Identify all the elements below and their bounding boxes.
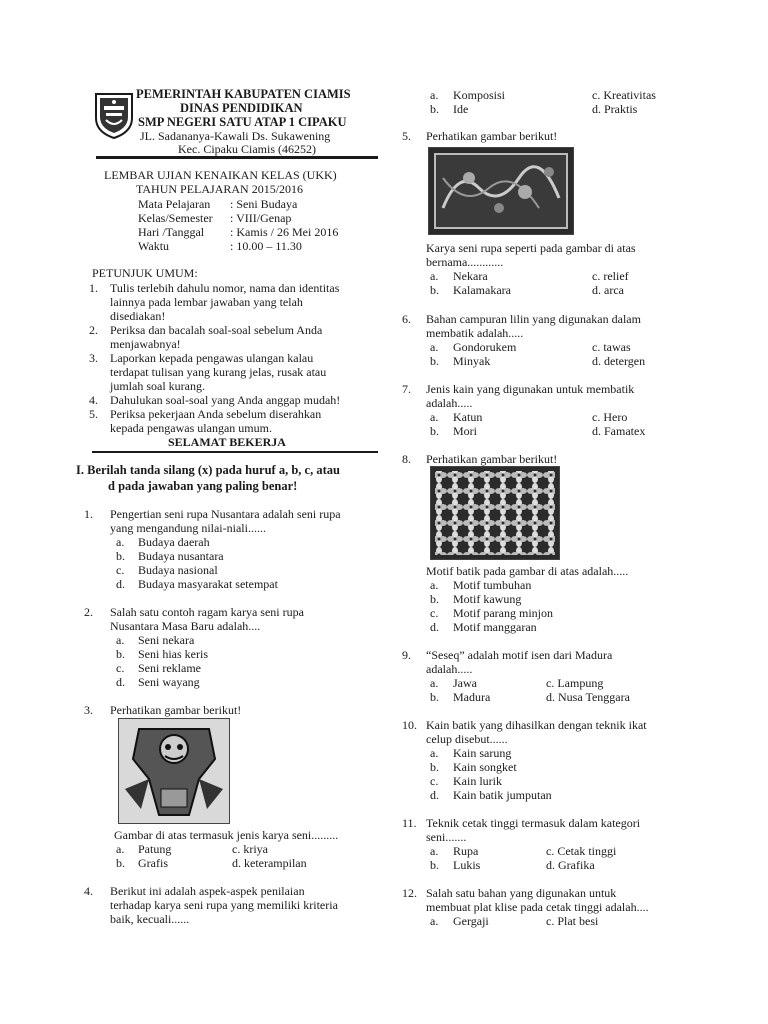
section-instruction-line-2: d pada jawaban yang paling benar! [108,479,298,493]
q5-image-relief [428,147,574,235]
instructions-divider [92,451,378,453]
q3-option-c[interactable]: c. kriya [232,842,268,856]
q10-option-c[interactable]: Kain lurik [453,774,502,788]
instruction-5-line-1: Periksa pekerjaan Anda sebelum diserahkan [110,407,322,421]
q3-text-line-1: Perhatikan gambar berikut! [110,703,242,717]
q7-option-a-letter: a. [430,410,439,424]
q10-option-b-letter: b. [430,760,439,774]
q3-caption: Gambar di atas termasuk jenis karya seni......... [114,828,339,842]
q9-number: 9. [402,648,411,662]
q2-option-d[interactable]: Seni wayang [138,675,200,689]
q6-number: 6. [402,312,411,326]
q12-text-line-1: Salah satu bahan yang digunakan untuk [426,886,617,900]
closing-text: SELAMAT BEKERJA [168,435,286,449]
q6-option-c[interactable]: c. tawas [592,340,631,354]
q12-text-line-2: membuat plat klise pada cetak tinggi adalah.... [426,900,649,914]
gov-title: PEMERINTAH KABUPATEN CIAMIS [136,87,351,101]
q5-caption-line-1: Karya seni rupa seperti pada gambar di atas [426,241,636,255]
q11-option-d[interactable]: d. Grafika [546,858,595,872]
q6-option-d[interactable]: d. detergen [592,354,646,368]
q2-option-a[interactable]: Seni nekara [138,633,195,647]
q11-text-line-1: Teknik cetak tinggi termasuk dalam kategori [426,816,641,830]
q12-option-c[interactable]: c. Plat besi [546,914,599,928]
info-value-class: : VIII/Genap [230,211,292,225]
section-instruction-line-1: I. Berilah tanda silang (x) pada huruf a, b, c, atau [76,463,340,477]
instruction-1-line-3: disediakan! [110,309,166,323]
q1-text-line-2: yang mengandung nilai-niali...... [110,521,266,535]
instruction-1-line-2: lainnya pada lembar jawaban yang telah [110,295,303,309]
instruction-3-line-2: terdapat tulisan yang kurang jelas, rusak atau [110,365,327,379]
q5-option-c[interactable]: c. relief [592,269,629,283]
q6-text-line-2: membatik adalah..... [426,326,524,340]
q4-option-d[interactable]: d. Praktis [592,102,638,116]
info-value-date: : Kamis / 26 Mei 2016 [230,225,339,239]
address-line-2: Kec. Cipaku Ciamis (46252) [178,142,316,156]
q2-option-b-letter: b. [116,647,125,661]
instruction-num-3: 3. [89,351,98,365]
q11-number: 11. [402,816,417,830]
q2-option-a-letter: a. [116,633,125,647]
instruction-3-line-1: Laporkan kepada pengawas ulangan kalau [110,351,314,365]
q1-option-a[interactable]: Budaya daerah [138,535,210,549]
q7-option-a[interactable]: Katun [453,410,483,424]
school-title: SMP NEGERI SATU ATAP 1 CIPAKU [138,115,347,129]
q1-option-c-letter: c. [116,563,125,577]
instruction-num-4: 4. [89,393,98,407]
batik-pattern-icon [431,467,559,559]
q12-option-a-letter: a. [430,914,439,928]
q12-number: 12. [402,886,417,900]
q11-option-c[interactable]: c. Cetak tinggi [546,844,617,858]
q10-option-d[interactable]: Kain batik jumputan [453,788,552,802]
q2-text-line-2: Nusantara Masa Baru adalah.... [110,619,261,633]
q8-option-a[interactable]: Motif tumbuhan [453,578,532,592]
dept-title: DINAS PENDIDIKAN [180,101,303,115]
q5-number: 5. [402,129,411,143]
q11-option-b-letter: b. [430,858,439,872]
q8-option-b-letter: b. [430,592,439,606]
q10-option-a-letter: a. [430,746,439,760]
q4-text-line-1: Berikut ini adalah aspek-aspek penilaian [110,884,305,898]
school-logo [92,88,136,140]
q4-text-line-3: baik, kecuali...... [110,912,190,926]
q7-option-c[interactable]: c. Hero [592,410,628,424]
q7-option-b-letter: b. [430,424,439,438]
address-line-1: JL. Sadananya-Kawali Ds. Sukawening [140,129,331,143]
instruction-4-line-1: Dahulukan soal-soal yang Anda anggap mudah! [110,393,341,407]
q8-option-d[interactable]: Motif manggaran [453,620,537,634]
instruction-3-line-3: jumlah soal kurang. [110,379,205,393]
mask-ornament-icon [119,719,229,823]
q3-option-a[interactable]: Patung [138,842,172,856]
q1-option-d-letter: d. [116,577,125,591]
carved-panel-icon [429,148,573,234]
q9-option-a-letter: a. [430,676,439,690]
q7-option-b[interactable]: Mori [453,424,477,438]
q9-text-line-1: “Seseq” adalah motif isen dari Madura [426,648,613,662]
info-label-subject: Mata Pelajaran [138,197,211,211]
q3-option-b-letter: b. [116,856,125,870]
q10-option-a[interactable]: Kain sarung [453,746,512,760]
q7-option-d[interactable]: d. Famatex [592,424,646,438]
instruction-num-1: 1. [89,281,98,295]
q11-option-a[interactable]: Rupa [453,844,479,858]
q2-number: 2. [84,605,93,619]
q11-option-b[interactable]: Lukis [453,858,481,872]
q9-option-b-letter: b. [430,690,439,704]
q3-number: 3. [84,703,93,717]
q7-number: 7. [402,382,411,396]
exam-title: LEMBAR UJIAN KENAIKAN KELAS (UKK) [104,168,337,182]
q6-option-a[interactable]: Gondorukem [453,340,517,354]
q4-option-c[interactable]: c. Kreativitas [592,88,656,102]
q2-option-c-letter: c. [116,661,125,675]
q1-option-b-letter: b. [116,549,125,563]
crest-icon [92,88,136,140]
q4-option-b-letter: b. [430,102,439,116]
q5-option-a[interactable]: Nekara [453,269,488,283]
q9-option-b[interactable]: Madura [453,690,491,704]
q11-option-a-letter: a. [430,844,439,858]
q5-text-line-1: Perhatikan gambar berikut! [426,129,558,143]
q9-option-a[interactable]: Jawa [453,676,477,690]
q4-option-b[interactable]: Ide [453,102,469,116]
instruction-num-2: 2. [89,323,98,337]
instruction-1-line-1: Tulis terlebih dahulu nomor, nama dan identitas [110,281,340,295]
q10-option-c-letter: c. [430,774,439,788]
q10-text-line-1: Kain batik yang dihasilkan dengan teknik ikat [426,718,647,732]
q10-option-b[interactable]: Kain songket [453,760,517,774]
q3-image-kalamakara [118,718,230,824]
q10-option-d-letter: d. [430,788,439,802]
q1-option-c[interactable]: Budaya nasional [138,563,218,577]
q8-image-batik [430,466,560,560]
q1-number: 1. [84,507,93,521]
q8-caption: Motif batik pada gambar di atas adalah..... [426,564,629,578]
q8-number: 8. [402,452,411,466]
q5-option-a-letter: a. [430,269,439,283]
q9-option-c[interactable]: c. Lampung [546,676,604,690]
q5-option-d[interactable]: d. arca [592,283,624,297]
q9-option-d[interactable]: d. Nusa Tenggara [546,690,630,704]
q2-text-line-1: Salah satu contoh ragam karya seni rupa [110,605,304,619]
q10-number: 10. [402,718,417,732]
q1-option-d[interactable]: Budaya masyarakat setempat [138,577,278,591]
q8-text-line-1: Perhatikan gambar berikut! [426,452,558,466]
q7-text-line-2: adalah..... [426,396,473,410]
q11-text-line-2: seni....... [426,830,467,844]
q5-option-b[interactable]: Kalamakara [453,283,511,297]
q5-caption-line-2: bernama............ [426,255,504,269]
q1-option-b[interactable]: Budaya nusantara [138,549,224,563]
q6-text-line-1: Bahan campuran lilin yang digunakan dalam [426,312,641,326]
q6-option-b[interactable]: Minyak [453,354,491,368]
q8-option-b[interactable]: Motif kawung [453,592,522,606]
q6-option-b-letter: b. [430,354,439,368]
q4-text-line-2: terhadap karya seni rupa yang memiliki kriteria [110,898,338,912]
q4-number: 4. [84,884,93,898]
instruction-5-line-2: kepada pengawas ulangan umum. [110,421,272,435]
exam-year: TAHUN PELAJARAN 2015/2016 [136,182,304,196]
q12-option-a[interactable]: Gergaji [453,914,489,928]
q8-option-c[interactable]: Motif parang minjon [453,606,553,620]
header-divider [96,156,378,159]
q10-text-line-2: celup disebut...... [426,732,508,746]
q3-option-d[interactable]: d. keterampilan [232,856,307,870]
instruction-2-line-2: menjawabnya! [110,337,181,351]
instruction-num-5: 5. [89,407,98,421]
q6-option-a-letter: a. [430,340,439,354]
q2-option-b[interactable]: Seni hias keris [138,647,208,661]
q7-text-line-1: Jenis kain yang digunakan untuk membatik [426,382,635,396]
q1-option-a-letter: a. [116,535,125,549]
q8-option-d-letter: d. [430,620,439,634]
q3-option-b[interactable]: Grafis [138,856,168,870]
q8-option-c-letter: c. [430,606,439,620]
info-value-time: : 10.00 – 11.30 [230,239,302,253]
info-label-class: Kelas/Semester [138,211,213,225]
q9-text-line-2: adalah..... [426,662,473,676]
info-value-subject: : Seni Budaya [230,197,298,211]
q2-option-d-letter: d. [116,675,125,689]
q2-option-c[interactable]: Seni reklame [138,661,201,675]
q4-option-a[interactable]: Komposisi [453,88,506,102]
instructions-title: PETUNJUK UMUM: [92,266,198,280]
info-label-date: Hari /Tanggal [138,225,205,239]
instruction-2-line-1: Periksa dan bacalah soal-soal sebelum Anda [110,323,323,337]
q3-option-a-letter: a. [116,842,125,856]
q5-option-b-letter: b. [430,283,439,297]
info-label-time: Waktu [138,239,170,253]
q1-text-line-1: Pengertian seni rupa Nusantara adalah seni rupa [110,507,341,521]
q8-option-a-letter: a. [430,578,439,592]
q4-option-a-letter: a. [430,88,439,102]
